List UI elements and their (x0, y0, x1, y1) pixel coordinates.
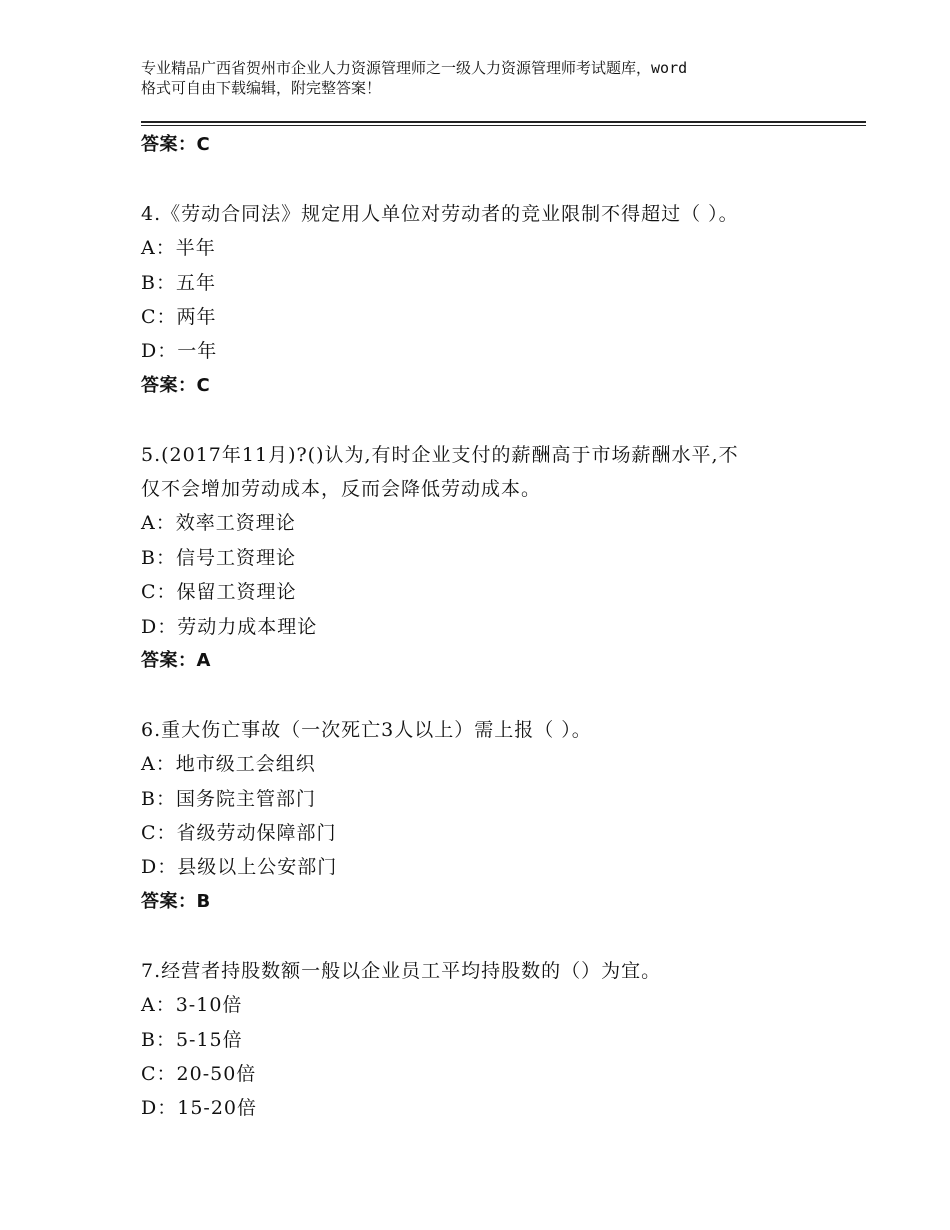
option-a: A：半年 (141, 237, 216, 260)
question-stem: 7.经营者持股数额一般以企业员工平均持股数的（）为宜。 (141, 959, 662, 982)
option-c: C：20-50倍 (141, 1062, 257, 1085)
question-4 (141, 197, 841, 403)
option-d: D：一年 (141, 340, 218, 363)
question-stem: 5.(2017年11月)?()认为,有时企业支付的薪酬高于市场薪酬水平,不 (141, 443, 739, 466)
header-rule-thin (141, 125, 866, 126)
option-b: B：国务院主管部门 (141, 787, 316, 810)
option-c: C：省级劳动保障部门 (141, 822, 337, 845)
question-list (141, 128, 841, 1126)
question-7 (141, 954, 841, 1126)
option-a: A：效率工资理论 (141, 512, 296, 535)
answer-line: 答案：C (141, 374, 211, 396)
question-stem: 4.《劳动合同法》规定用人单位对劳动者的竞业限制不得超过（ ）。 (141, 202, 739, 225)
question-5 (141, 438, 841, 679)
header-line-1: 专业精品广西省贺州市企业人力资源管理师之一级人力资源管理师考试题库，word (141, 59, 688, 77)
option-d: D：劳动力成本理论 (141, 615, 318, 638)
answer-line: 答案：B (141, 890, 211, 912)
header-rule-thick (141, 121, 866, 123)
option-a: A：地市级工会组织 (141, 753, 316, 776)
answer-line: 答案：C (141, 134, 211, 155)
option-c: C：保留工资理论 (141, 581, 297, 604)
spacer (141, 403, 841, 437)
question-6 (141, 713, 841, 919)
option-b: B：五年 (141, 271, 216, 294)
spacer (141, 919, 841, 953)
spacer (141, 162, 841, 196)
option-a: A：3-10倍 (141, 994, 243, 1017)
question-stem-continued: 仅不会增加劳动成本，反而会降低劳动成本。 (141, 478, 542, 501)
header-line-2: 格式可自由下载编辑，附完整答案！ (141, 79, 382, 97)
option-b: B：信号工资理论 (141, 546, 296, 569)
option-b: B：5-15倍 (141, 1028, 243, 1051)
document-header (141, 58, 841, 98)
answer-line: 答案：A (141, 650, 211, 672)
spacer (141, 678, 841, 712)
option-d: D：15-20倍 (141, 1097, 258, 1120)
option-c: C：两年 (141, 306, 217, 329)
option-d: D：县级以上公安部门 (141, 856, 338, 879)
question-stem: 6.重大伤亡事故（一次死亡3人以上）需上报（ ）。 (141, 718, 592, 741)
